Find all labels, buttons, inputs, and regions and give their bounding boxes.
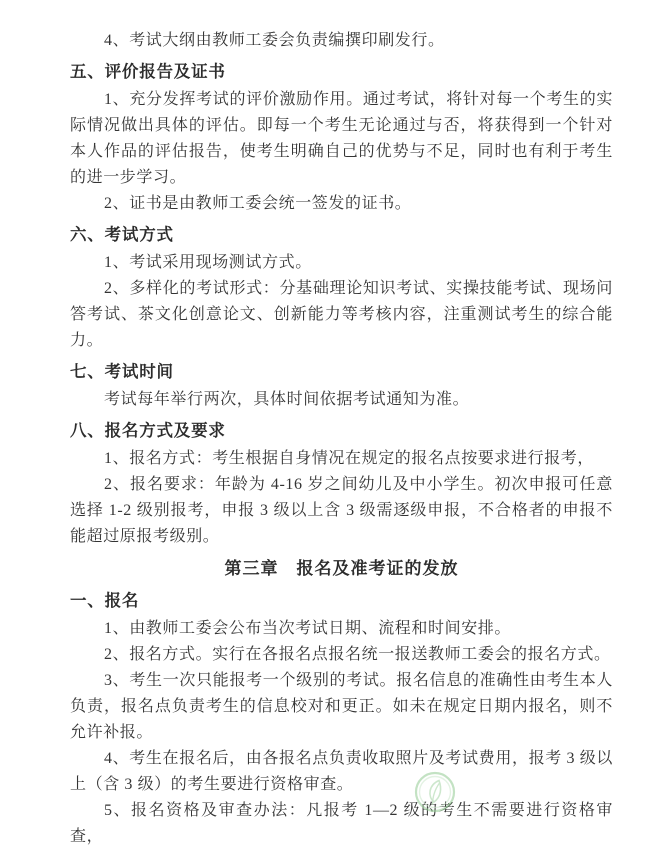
paragraph-registration-method: 1、报名方式：考生根据自身情况在规定的报名点按要求进行报考， <box>104 450 595 467</box>
paragraph-registration-requirement: 2、报名要求：年龄为 4-16 岁之间幼儿及中小学生。初次申报可任意选择 1-2 级别报考，申报 3 级以上含 3 级需逐级申报，不合格者的申报不能超过原报考级别。 <box>70 476 613 545</box>
paragraph-exam-outline: 4、考试大纲由教师工委会负责编撰印刷发行。 <box>104 32 445 49</box>
paragraph-exam-time: 考试每年举行两次，具体时间依据考试通知为准。 <box>104 391 470 408</box>
section-heading-evaluation: 五、评价报告及证书 <box>70 62 226 81</box>
section-heading-registration: 一、报名 <box>70 591 140 610</box>
paragraph-registration-4: 4、考生在报名后，由各报名点负责收取照片及考试费用，报考 3 级以上（含 3 级）的考生要进行资格审查。 <box>70 750 613 793</box>
paragraph-evaluation-2: 2、证书是由教师工委会统一签发的证书。 <box>104 195 412 212</box>
paragraph-registration-2: 2、报名方式。实行在各报名点报名统一报送教师工委会的报名方式。 <box>104 646 611 663</box>
paragraph-registration-5: 5、报名资格及审查办法：凡报考 1—2 级的考生不需要进行资格审查， <box>70 802 613 845</box>
paragraph-exam-method-1: 1、考试采用现场测试方式。 <box>104 254 312 271</box>
paragraph-registration-3: 3、考生一次只能报考一个级别的考试。报名信息的准确性由考生本人负责，报名点负责考生的信息校对和更正。如未在规定日期内报名，则不允许补报。 <box>70 672 613 741</box>
section-heading-exam-method: 六、考试方式 <box>70 225 174 244</box>
paragraph-evaluation-1: 1、充分发挥考试的评价激励作用。通过考试，将针对每一个考生的实际情况做出具体的评估。即每一个考生无论通过与否，将获得到一个针对本人作品的评估报告，使考生明确自己的优势与不足，同时也有利于考生的进一步学习。 <box>70 91 613 186</box>
paragraph-registration-1: 1、由教师工委会公布当次考试日期、流程和时间安排。 <box>104 620 512 637</box>
paragraph-exam-method-2: 2、多样化的考试形式：分基础理论知识考试、实操技能考试、现场问答考试、茶文化创意论文、创新能力等考核内容，注重测试考生的综合能力。 <box>70 280 613 349</box>
section-heading-exam-time: 七、考试时间 <box>70 362 174 381</box>
document-body <box>70 28 613 850</box>
chapter-heading: 第三章 报名及准考证的发放 <box>224 559 459 578</box>
section-heading-registration-requirements: 八、报名方式及要求 <box>70 421 226 440</box>
